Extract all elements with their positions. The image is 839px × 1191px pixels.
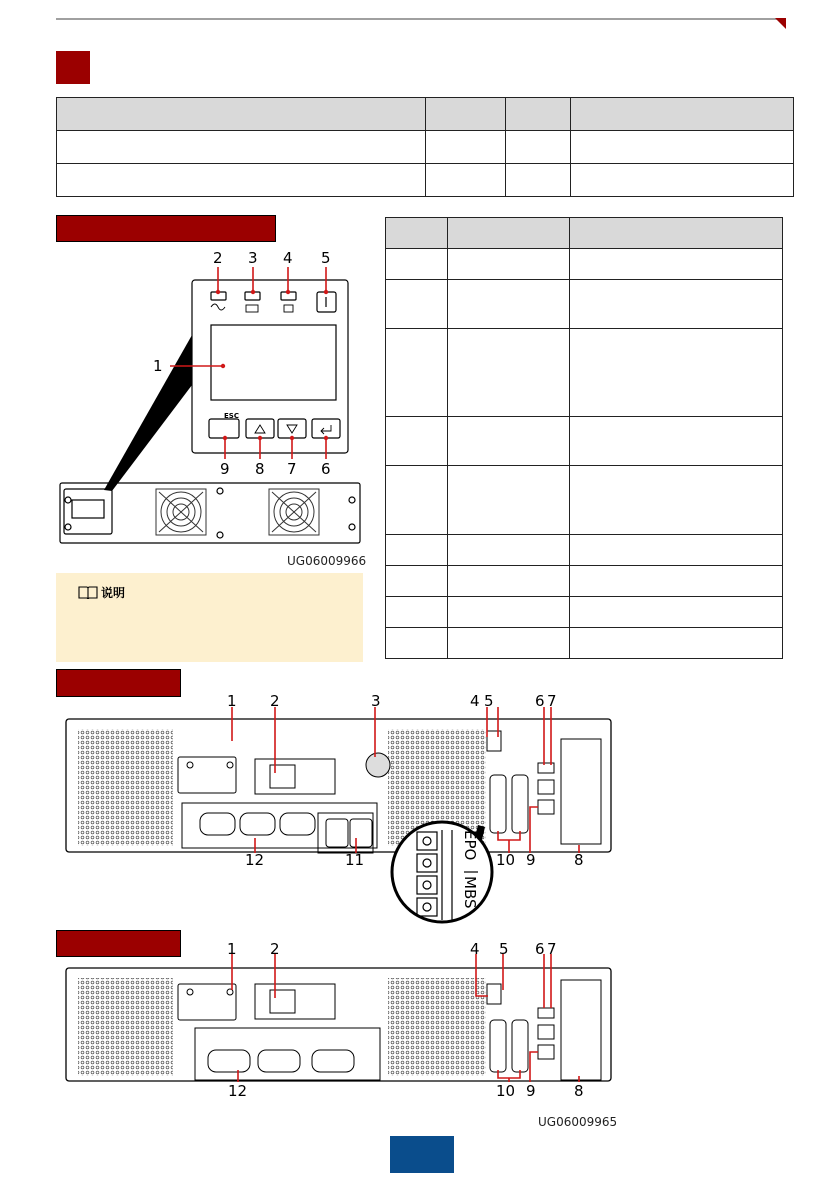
esc-key-label: ESC: [224, 412, 239, 420]
note-label: 说明: [101, 586, 126, 600]
rear-panel-b-figure: [60, 940, 620, 1110]
table-row: [386, 597, 783, 628]
header-corner-mark: [775, 18, 786, 29]
table-row: [386, 280, 783, 329]
rear-a-callout-12: 12: [245, 851, 265, 869]
rear-a-callout-9: 9: [526, 851, 536, 869]
callout-1: 1: [153, 357, 163, 375]
front-panel-figure: [56, 245, 366, 555]
rear-b-callout-8: 8: [574, 1082, 584, 1100]
rear-b-callout-12: 12: [228, 1082, 248, 1100]
enter-button: [312, 419, 340, 438]
down-button: [278, 419, 306, 438]
table-row: [386, 249, 783, 280]
mbs-label: MBS: [461, 876, 479, 909]
rear-b-callout-6: 6: [535, 940, 545, 958]
table-row: [386, 535, 783, 566]
rear-b-callout-10: 10: [496, 1082, 516, 1100]
table-row: [386, 329, 783, 417]
rear-figure-code: UG06009965: [538, 1115, 618, 1129]
rear-a-callout-1: 1: [227, 695, 237, 710]
rear-panel-a-figure: [60, 695, 620, 945]
rear-a-callout-6: 6: [535, 695, 545, 710]
table-row: [386, 218, 783, 249]
header-rule: [56, 18, 783, 20]
indicator-table: [385, 217, 783, 659]
callout-4: 4: [283, 249, 293, 267]
epo-label: EPO: [461, 830, 479, 861]
table-row: [386, 417, 783, 466]
front-figure-code: UG06009966: [287, 554, 367, 568]
front-panel-title-bar: [56, 215, 276, 242]
callout-7: 7: [287, 460, 297, 478]
table-row: [57, 98, 794, 131]
rear-a-callout-10: 10: [496, 851, 516, 869]
rear-b-callout-7: 7: [547, 940, 557, 958]
table-row: [386, 628, 783, 659]
rear-b-callout-1: 1: [227, 940, 237, 958]
callout-2: 2: [213, 249, 223, 267]
table-row: [386, 566, 783, 597]
rear-b-callout-4: 4: [470, 940, 480, 958]
rear-a-callout-8: 8: [574, 851, 584, 869]
epo-mbs-zoom: [390, 810, 500, 940]
rear-a-callout-11: 11: [345, 851, 365, 869]
lcd-screen: [211, 325, 336, 400]
up-button: [246, 419, 274, 438]
rear-a-callout-3: 3: [371, 695, 381, 710]
callout-9: 9: [220, 460, 230, 478]
book-icon: [78, 585, 98, 599]
table-row: [386, 466, 783, 535]
table-row: [57, 164, 794, 197]
esc-button: [209, 419, 239, 438]
callout-6: 6: [321, 460, 331, 478]
rear-b-callout-2: 2: [270, 940, 280, 958]
rear-b-callout-5: 5: [499, 940, 509, 958]
table-row: [57, 131, 794, 164]
rear-a-callout-7: 7: [547, 695, 557, 710]
spec-table: [56, 97, 794, 197]
rear-panel-a-title-bar: [56, 669, 181, 697]
rear-a-callout-4: 4: [470, 695, 480, 710]
page-number-block: [390, 1136, 454, 1173]
rear-a-callout-5: 5: [484, 695, 494, 710]
section-marker: [56, 51, 90, 84]
note-box: [56, 573, 363, 662]
callout-3: 3: [248, 249, 258, 267]
rear-a-callout-2: 2: [270, 695, 280, 710]
rear-b-callout-9: 9: [526, 1082, 536, 1100]
callout-8: 8: [255, 460, 265, 478]
callout-5: 5: [321, 249, 331, 267]
